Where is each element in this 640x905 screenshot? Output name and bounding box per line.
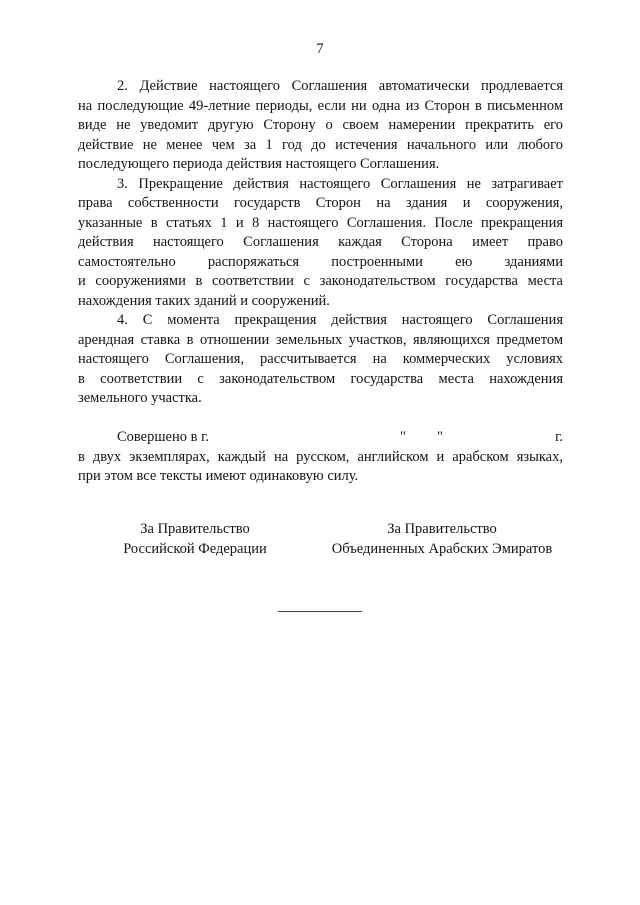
paragraph-line: на последующие 49-летние периоды, если ни одна из Сторон в письменном [78, 97, 563, 114]
signature-line: Объединенных Арабских Эмиратов [331, 540, 553, 557]
paragraph-4 [78, 311, 563, 409]
signature-line: Российской Федерации [123, 540, 267, 557]
paragraph-line: арендная ставка в отношении земельных участков, являющихся предметом [78, 331, 563, 348]
paragraph-line: нахождения таких зданий и сооружений. [78, 292, 330, 309]
paragraph-line: последующего периода действия настоящего Соглашения. [78, 156, 440, 172]
paragraph-line: 4. С момента прекращения действия настоящего Соглашения [117, 312, 563, 328]
paragraph-line: настоящего Соглашения, рассчитывается на коммерческих условиях [78, 351, 563, 367]
closing-line: при этом все тексты имеют одинаковую силу. [78, 468, 359, 484]
execution-place-date-line [78, 428, 563, 448]
paragraph-2 [78, 77, 563, 175]
paragraph-line: земельного участка. [78, 390, 202, 406]
paragraph-line: права собственности государств Сторон на здания и сооружения, [78, 195, 563, 211]
paragraph-line: и сооружениями в соответствии с законодательством государства места [78, 273, 563, 289]
signature-block-russia [95, 520, 295, 559]
execution-place-text: Совершено в г. [117, 429, 210, 445]
page-number: 7 [316, 41, 324, 57]
paragraph-line: самостоятельно распоряжаться построенными ею зданиями [78, 253, 563, 270]
paragraph-line: в соответствии с законодательством государства места нахождения [78, 370, 563, 387]
paragraph-line: 2. Действие настоящего Соглашения автоматически продлевается [117, 78, 563, 94]
date-quote-close: " [437, 429, 443, 445]
year-suffix: г. [555, 429, 563, 445]
signature-line: За Правительство [140, 521, 250, 537]
signature-block-uae [307, 520, 577, 559]
document-body [78, 77, 563, 487]
end-of-document-rule [278, 611, 362, 612]
paragraph-line: действия настоящего Соглашения каждая Сторона имеет право [78, 234, 563, 250]
paragraph-line: действие не менее чем за 1 год до истечения начального или любого [78, 136, 563, 153]
closing-line: в двух экземплярах, каждый на русском, английском и арабском языках, [78, 448, 563, 465]
paragraph-line: 3. Прекращение действия настоящего Соглашения не затрагивает [117, 175, 563, 192]
paragraph-line: виде не уведомит другую Сторону о своем намерении прекратить его [78, 117, 563, 133]
paragraph-line: указанные в статьях 1 и 8 настоящего Соглашения. После прекращения [78, 214, 563, 231]
date-quote-open: " [400, 429, 406, 445]
signature-line: За Правительство [387, 521, 497, 537]
paragraph-3 [78, 175, 563, 312]
